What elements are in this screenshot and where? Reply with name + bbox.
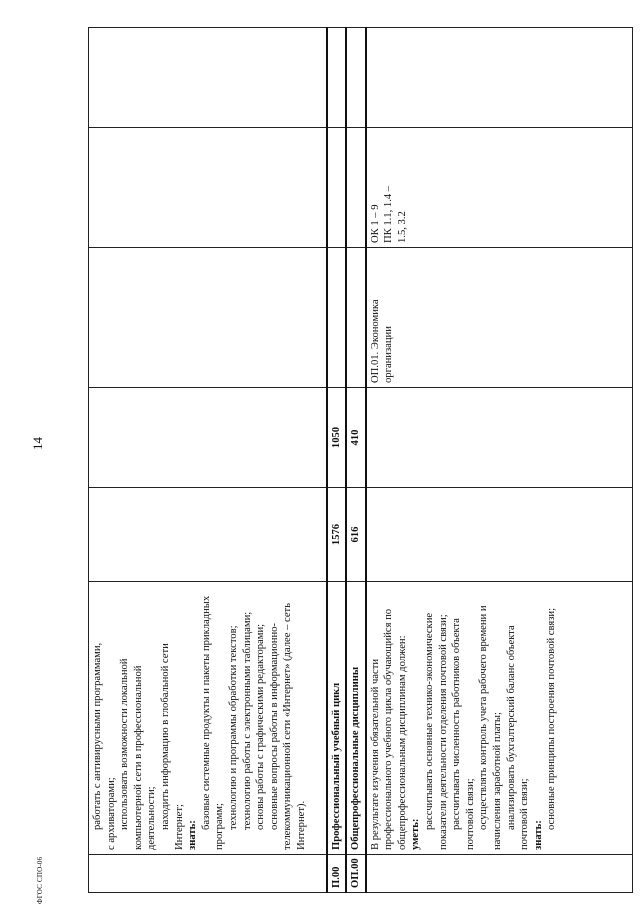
text-line: основные вопросы работы в информационно-	[268, 623, 280, 830]
text-line: технологию работы с электронными таблицами;	[241, 611, 253, 830]
table-row-op01	[366, 28, 633, 893]
table-row-continued	[89, 28, 327, 893]
text-line: почтовой связи;	[519, 778, 531, 850]
text-line: Интернет).	[295, 800, 307, 850]
cycle-code: П.00	[327, 855, 347, 893]
cell-description	[89, 582, 327, 855]
text-line: Интернет;	[173, 804, 185, 850]
text-line: с архиваторами;	[105, 777, 117, 850]
cycle-required-hours: 1050	[327, 388, 347, 488]
cell-competencies	[346, 128, 366, 248]
text-line: основы работы с графическими редакторами;	[255, 623, 267, 830]
text-line: работать с антивирусными программами,	[92, 642, 103, 830]
cell-competencies	[327, 128, 347, 248]
cell-max-hours	[366, 488, 633, 582]
cycle-name: Профессиональный учебный цикл	[327, 582, 347, 855]
table-row-professional-cycle	[327, 28, 347, 893]
cell-discipline	[327, 248, 347, 388]
description-lines	[91, 586, 309, 850]
table-row-general-professional	[346, 28, 366, 893]
cell-extra	[346, 28, 366, 128]
section-required-hours: 410	[346, 388, 366, 488]
competency-line: 1.5, 3.2	[396, 211, 408, 243]
text-line: основные принципы построения почтовой связи;	[546, 607, 558, 830]
competency-line: ПК 1.1, 1.4 –	[383, 185, 395, 243]
competency-codes	[366, 128, 633, 248]
cell-required-hours	[89, 388, 327, 488]
text-line: знать:	[187, 820, 199, 850]
description-lines	[369, 586, 559, 850]
discipline-name: ОП.01. Экономика организации	[366, 248, 633, 388]
text-line: находить информацию в глобальной сети	[159, 643, 171, 830]
cell-extra	[89, 28, 327, 128]
cell-extra	[366, 28, 633, 128]
cycle-max-hours: 1576	[327, 488, 347, 582]
text-line: программ;	[214, 803, 226, 850]
text-line: профессионального учебного цикла обучающийся по	[383, 608, 395, 850]
text-line: знать:	[532, 820, 544, 850]
section-code: ОП.00	[346, 855, 366, 893]
competency-line: ОК 1 – 9	[369, 204, 381, 243]
curriculum-table	[88, 27, 633, 893]
text-line: рассчитывать основные технико-экономические	[424, 612, 436, 830]
cell-max-hours	[89, 488, 327, 582]
cell-code	[89, 855, 327, 893]
cell-competencies	[89, 128, 327, 248]
text-line: технологию и программы обработки текстов;	[227, 625, 239, 830]
text-line: базовые системные продукты и пакеты прикладных	[200, 595, 212, 830]
cell-description	[366, 582, 633, 855]
cell-extra	[327, 28, 347, 128]
text-line: компьютерной сети в профессиональной	[132, 665, 144, 850]
cell-discipline	[89, 248, 327, 388]
text-line: общепрофессиональным дисциплинам должен:	[396, 635, 408, 850]
text-line: рассчитывать численность работников объекта	[451, 618, 463, 830]
page-number: 14	[30, 437, 45, 450]
text-line: начисления заработной платы;	[492, 712, 504, 850]
footer-standard-code: ФГОС СПО-06	[36, 856, 44, 904]
cell-code	[366, 855, 633, 893]
text-line: анализировать бухгалтерский баланс объекта	[505, 625, 517, 830]
text-line: использовать возможности локальной	[119, 658, 131, 830]
text-line: показатели деятельности отделения почтовой связи;	[437, 614, 449, 850]
text-line: телекоммуникационной сети «Интернет» (далее – сеть	[282, 602, 294, 850]
text-line: осуществлять контроль учета рабочего времени и	[478, 605, 490, 830]
section-max-hours: 616	[346, 488, 366, 582]
cell-required-hours	[366, 388, 633, 488]
rotated-page	[88, 28, 633, 893]
text-line: В результате изучения обязательной части	[369, 658, 381, 850]
section-name: Общепрофессиональные дисциплины	[346, 582, 366, 855]
text-line: деятельности;	[146, 786, 158, 850]
text-line: почтовой связи;	[464, 778, 476, 850]
text-line: уметь:	[410, 818, 422, 850]
cell-discipline	[346, 248, 366, 388]
